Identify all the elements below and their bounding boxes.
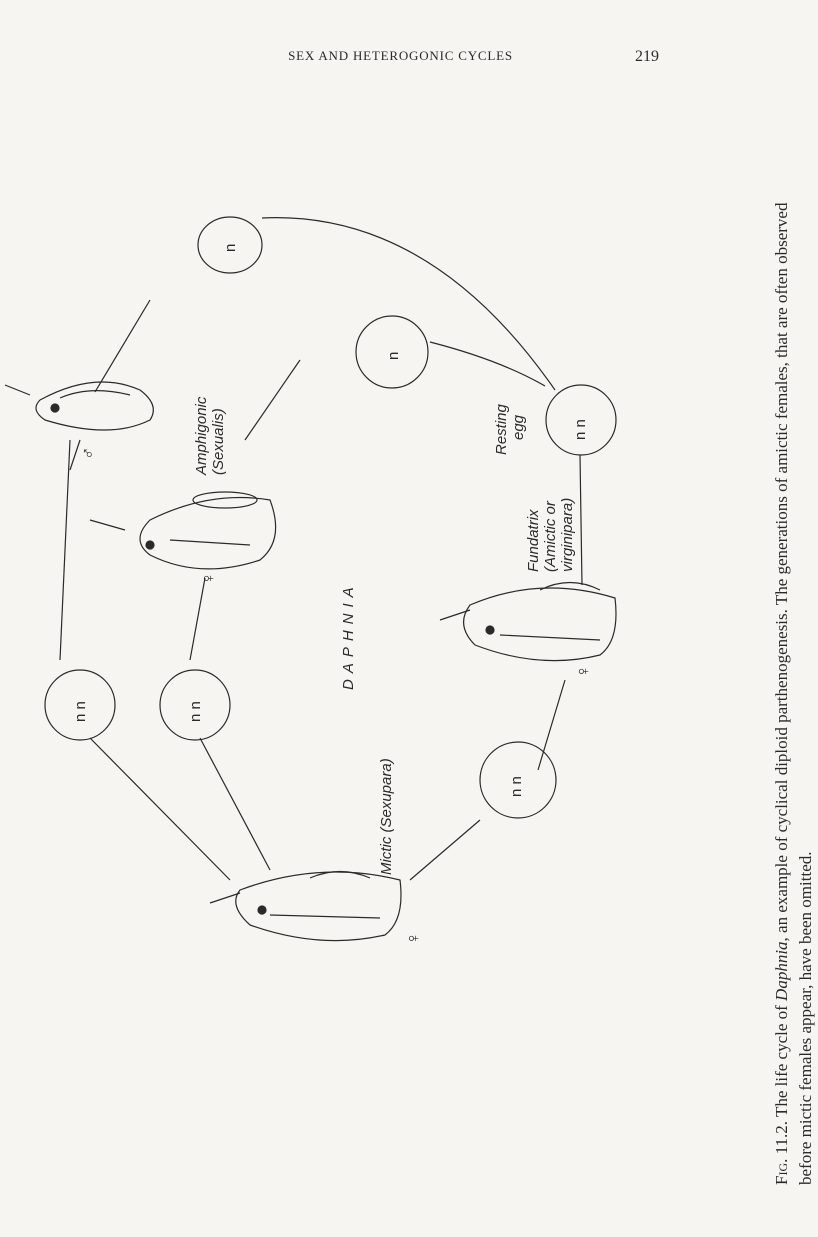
caption-genus: Daphnia (772, 941, 791, 1001)
cycle-line-male-to-ovum (60, 440, 70, 660)
caption-text-before: The life cycle of (772, 1000, 791, 1118)
label-mictic: Mictic (Sexupara) (378, 758, 395, 875)
running-head: SEX AND HETEROGONIC CYCLES (288, 48, 513, 63)
label-resting-egg-line1: Resting (493, 404, 510, 455)
daphnia-amphigonic-drawing (90, 492, 276, 569)
cycle-line-left-ovum-to-mictic (90, 738, 230, 880)
label-amphigonic-line1: Amphigonic (193, 396, 210, 475)
male-symbol: ♂ (78, 446, 98, 460)
ploidy-left-1: n n (72, 701, 89, 722)
cycle-line-left2-ovum-to-mictic (200, 738, 270, 870)
ploidy-resting-egg: n n (572, 419, 589, 440)
daphnia-mictic-drawing (210, 872, 401, 941)
label-fundatrix-line2: (Amictic or (542, 501, 559, 572)
cycle-line-ovum-to-mictic (410, 820, 480, 880)
ploidy-haploid-top: n (222, 243, 239, 252)
ploidy-left-2: n n (187, 701, 204, 722)
cycle-line-fundatrix-to-ovum (538, 680, 565, 770)
cycle-line-egg-to-fundatrix (580, 455, 582, 585)
cycle-line-sperm-to-egg (262, 218, 555, 390)
cycle-line-ovum-to-egg (430, 342, 545, 386)
cycle-line-male-to-sperm (95, 300, 150, 392)
caption-text-after: , an example of cyclical diploid parthenogenesis. The generations of amictic females, that are often observed before mictic females appear, have been omitted. (772, 202, 815, 1185)
label-resting-egg-line2: egg (510, 414, 527, 440)
label-fundatrix-line3: virginipara) (559, 497, 576, 572)
cycle-line-amphigonic-to-ovum (245, 360, 300, 440)
figure-caption (770, 185, 818, 1185)
page-number: 219 (635, 48, 659, 65)
female-symbol-mictic: ♀ (403, 931, 423, 945)
label-fundatrix-line1: Fundatrix (525, 509, 542, 572)
label-genus-daphnia: DAPHNIA (340, 581, 357, 690)
caption-label: Fig. 11.2. (772, 1121, 791, 1185)
ploidy-haploid-center: n (385, 351, 402, 360)
cycle-line-female-to-ovum (190, 578, 205, 660)
label-amphigonic-line2: (Sexualis) (210, 408, 227, 475)
daphnia-fundatrix-drawing (440, 583, 616, 661)
ploidy-right: n n (508, 776, 525, 797)
female-symbol-fundatrix: ♀ (573, 664, 593, 678)
female-symbol-amphigonic: ♀ (198, 571, 218, 585)
